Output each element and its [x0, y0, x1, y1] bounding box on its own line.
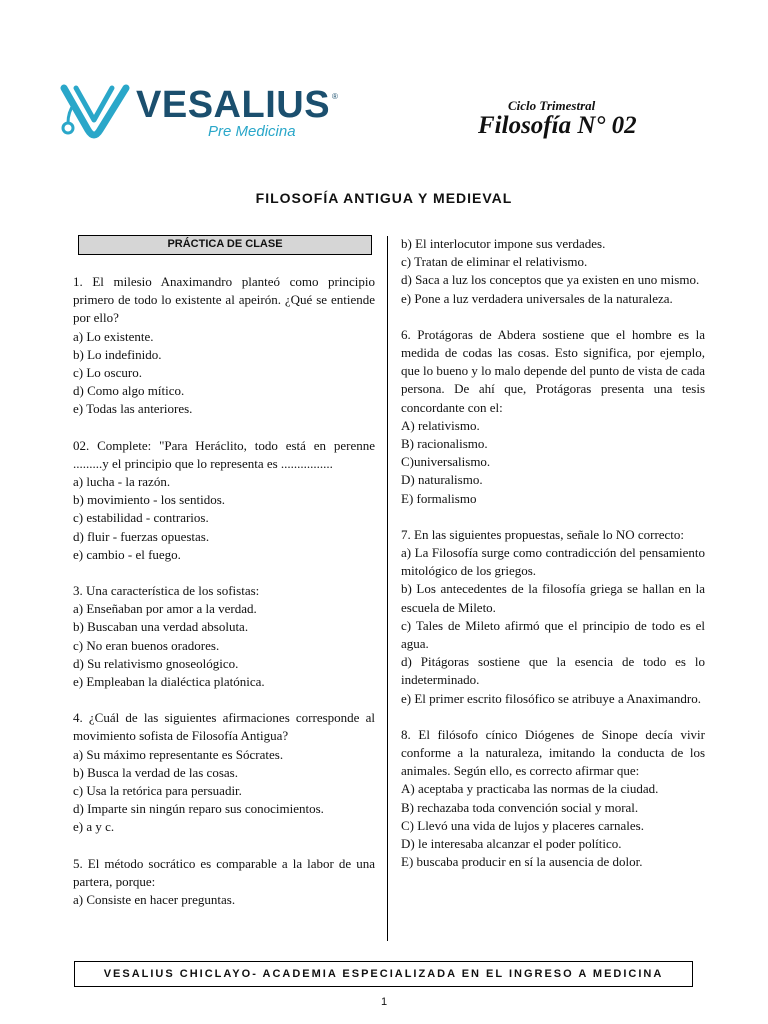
answer-option: d) Imparte sin ningún reparo sus conocimientos. — [73, 801, 324, 817]
answer-option: E) formalismo — [401, 490, 477, 506]
question-text: 02. Complete: "Para Heráclito, todo está en perenne .........y el principio que lo representa es ................ — [73, 437, 375, 471]
right-column — [401, 235, 705, 890]
answer-option: C)universalismo. — [401, 454, 491, 470]
answer-option: e) El primer escrito filosófico se atribuye a Anaximandro. — [401, 690, 701, 706]
answer-option: d) Su relativismo gnoseológico. — [73, 655, 239, 671]
answer-option: D) naturalismo. — [401, 472, 483, 488]
answer-option: B) racionalismo. — [401, 436, 488, 452]
answer-option: a) Enseñaban por amor a la verdad. — [73, 601, 257, 617]
registered-mark: ® — [332, 92, 338, 101]
course-title: Filosofía N° 02 — [478, 112, 637, 139]
question-text: 6. Protágoras de Abdera sostiene que el hombre es la medida de codas las cosas. Esto significa, por ejemplo, que lo bueno y lo malo depende del punto de vista de cada persona. De ahí que, Protágoras presenta una tesis concordante con el: — [401, 326, 705, 415]
answer-option: d) fluir - fuerzas opuestas. — [73, 528, 210, 544]
answer-option: c) Tratan de eliminar el relativismo. — [401, 254, 588, 270]
cycle-label: Ciclo Trimestral — [508, 98, 596, 113]
answer-option: c) Lo oscuro. — [73, 365, 142, 381]
answer-option: a) Su máximo representante es Sócrates. — [73, 746, 284, 762]
question-block — [401, 726, 705, 872]
answer-option: e) a y c. — [73, 819, 115, 835]
brand-tagline: Pre Medicina — [208, 123, 296, 140]
question-text: 7. En las siguientes propuestas, señale lo NO correcto: — [401, 526, 685, 542]
answer-option: A) relativismo. — [401, 417, 480, 433]
question-block — [73, 437, 375, 564]
answer-option: a) Lo existente. — [73, 328, 154, 344]
answer-option: D) le interesaba alcanzar el poder político. — [401, 836, 622, 852]
answer-option: e) Pone a luz verdadera universales de la naturaleza. — [401, 290, 673, 306]
answer-option: c) Usa la retórica para persuadir. — [73, 783, 242, 799]
question-text: 5. El método socrático es comparable a la labor de una partera, porque: — [73, 855, 375, 889]
column-divider — [387, 236, 388, 941]
answer-option: e) cambio - el fuego. — [73, 546, 181, 562]
answer-option: b) Los antecedentes de la filosofía griega se hallan en la escuela de Mileto. — [401, 581, 705, 615]
vesalius-logo — [58, 82, 348, 144]
answer-option: a) La Filosofía surge como contradicción del pensamiento mitológico de los griegos. — [401, 545, 705, 579]
answer-option: e) Todas las anteriores. — [73, 401, 193, 417]
question-block — [401, 526, 705, 708]
question-block — [73, 273, 375, 419]
question-block — [401, 326, 705, 508]
answer-option: C) Llevó una vida de lujos y placeres carnales. — [401, 817, 644, 833]
question-text: 3. Una característica de los sofistas: — [73, 583, 260, 599]
brand-name: VESALIUS — [136, 84, 331, 126]
question-block — [73, 709, 375, 836]
answer-option: e) Empleaban la dialéctica platónica. — [73, 674, 265, 690]
page-title: FILOSOFÍA ANTIGUA Y MEDIEVAL — [255, 190, 513, 206]
answer-option: b) El interlocutor impone sus verdades. — [401, 236, 606, 251]
answer-option: c) estabilidad - contrarios. — [73, 510, 209, 526]
answer-option: b) Busca la verdad de las cosas. — [73, 764, 238, 780]
answer-option: b) Lo indefinido. — [73, 346, 162, 362]
answer-option: a) Consiste en hacer preguntas. — [73, 892, 236, 908]
question-block — [401, 235, 705, 308]
answer-option: E) buscaba producir en sí la ausencia de dolor. — [401, 854, 643, 870]
answer-option: c) No eran buenos oradores. — [73, 637, 220, 653]
question-text: 8. El filósofo cínico Diógenes de Sinope decía vivir conforme a la naturaleza, imitando la conducta de los animales. Según ello, es correcto afirmar que: — [401, 726, 705, 779]
question-text: 4. ¿Cuál de las siguientes afirmaciones corresponde al movimiento sofista de Filosofía Antigua? — [73, 710, 375, 744]
page-number: 1 — [380, 996, 388, 1008]
question-block — [73, 855, 375, 910]
question-text: 1. El milesio Anaximandro planteó como principio primero de todo lo existente al apeirón. ¿Qué se entiende por ello? — [73, 274, 375, 326]
answer-option: B) rechazaba toda convención social y moral. — [401, 799, 639, 815]
answer-option: a) lucha - la razón. — [73, 474, 171, 490]
section-header: PRÁCTICA DE CLASE — [78, 235, 372, 255]
question-block — [73, 582, 375, 691]
answer-option: b) movimiento - los sentidos. — [73, 492, 226, 508]
answer-option: b) Buscaban una verdad absoluta. — [73, 619, 249, 635]
answer-option: c) Tales de Mileto afirmó que el principio de todo es el agua. — [401, 617, 705, 652]
footer-banner: VESALIUS CHICLAYO- ACADEMIA ESPECIALIZADA EN EL INGRESO A MEDICINA — [74, 961, 693, 987]
answer-option: d) Como algo mítico. — [73, 383, 185, 399]
left-column — [73, 273, 375, 927]
stethoscope-v-icon — [58, 82, 132, 142]
answer-option: d) Saca a luz los conceptos que ya existen en uno mismo. — [401, 272, 700, 288]
answer-option: d) Pitágoras sostiene que la esencia de todo es lo indeterminado. — [401, 654, 705, 688]
answer-option: A) aceptaba y practicaba las normas de la ciudad. — [401, 781, 659, 797]
